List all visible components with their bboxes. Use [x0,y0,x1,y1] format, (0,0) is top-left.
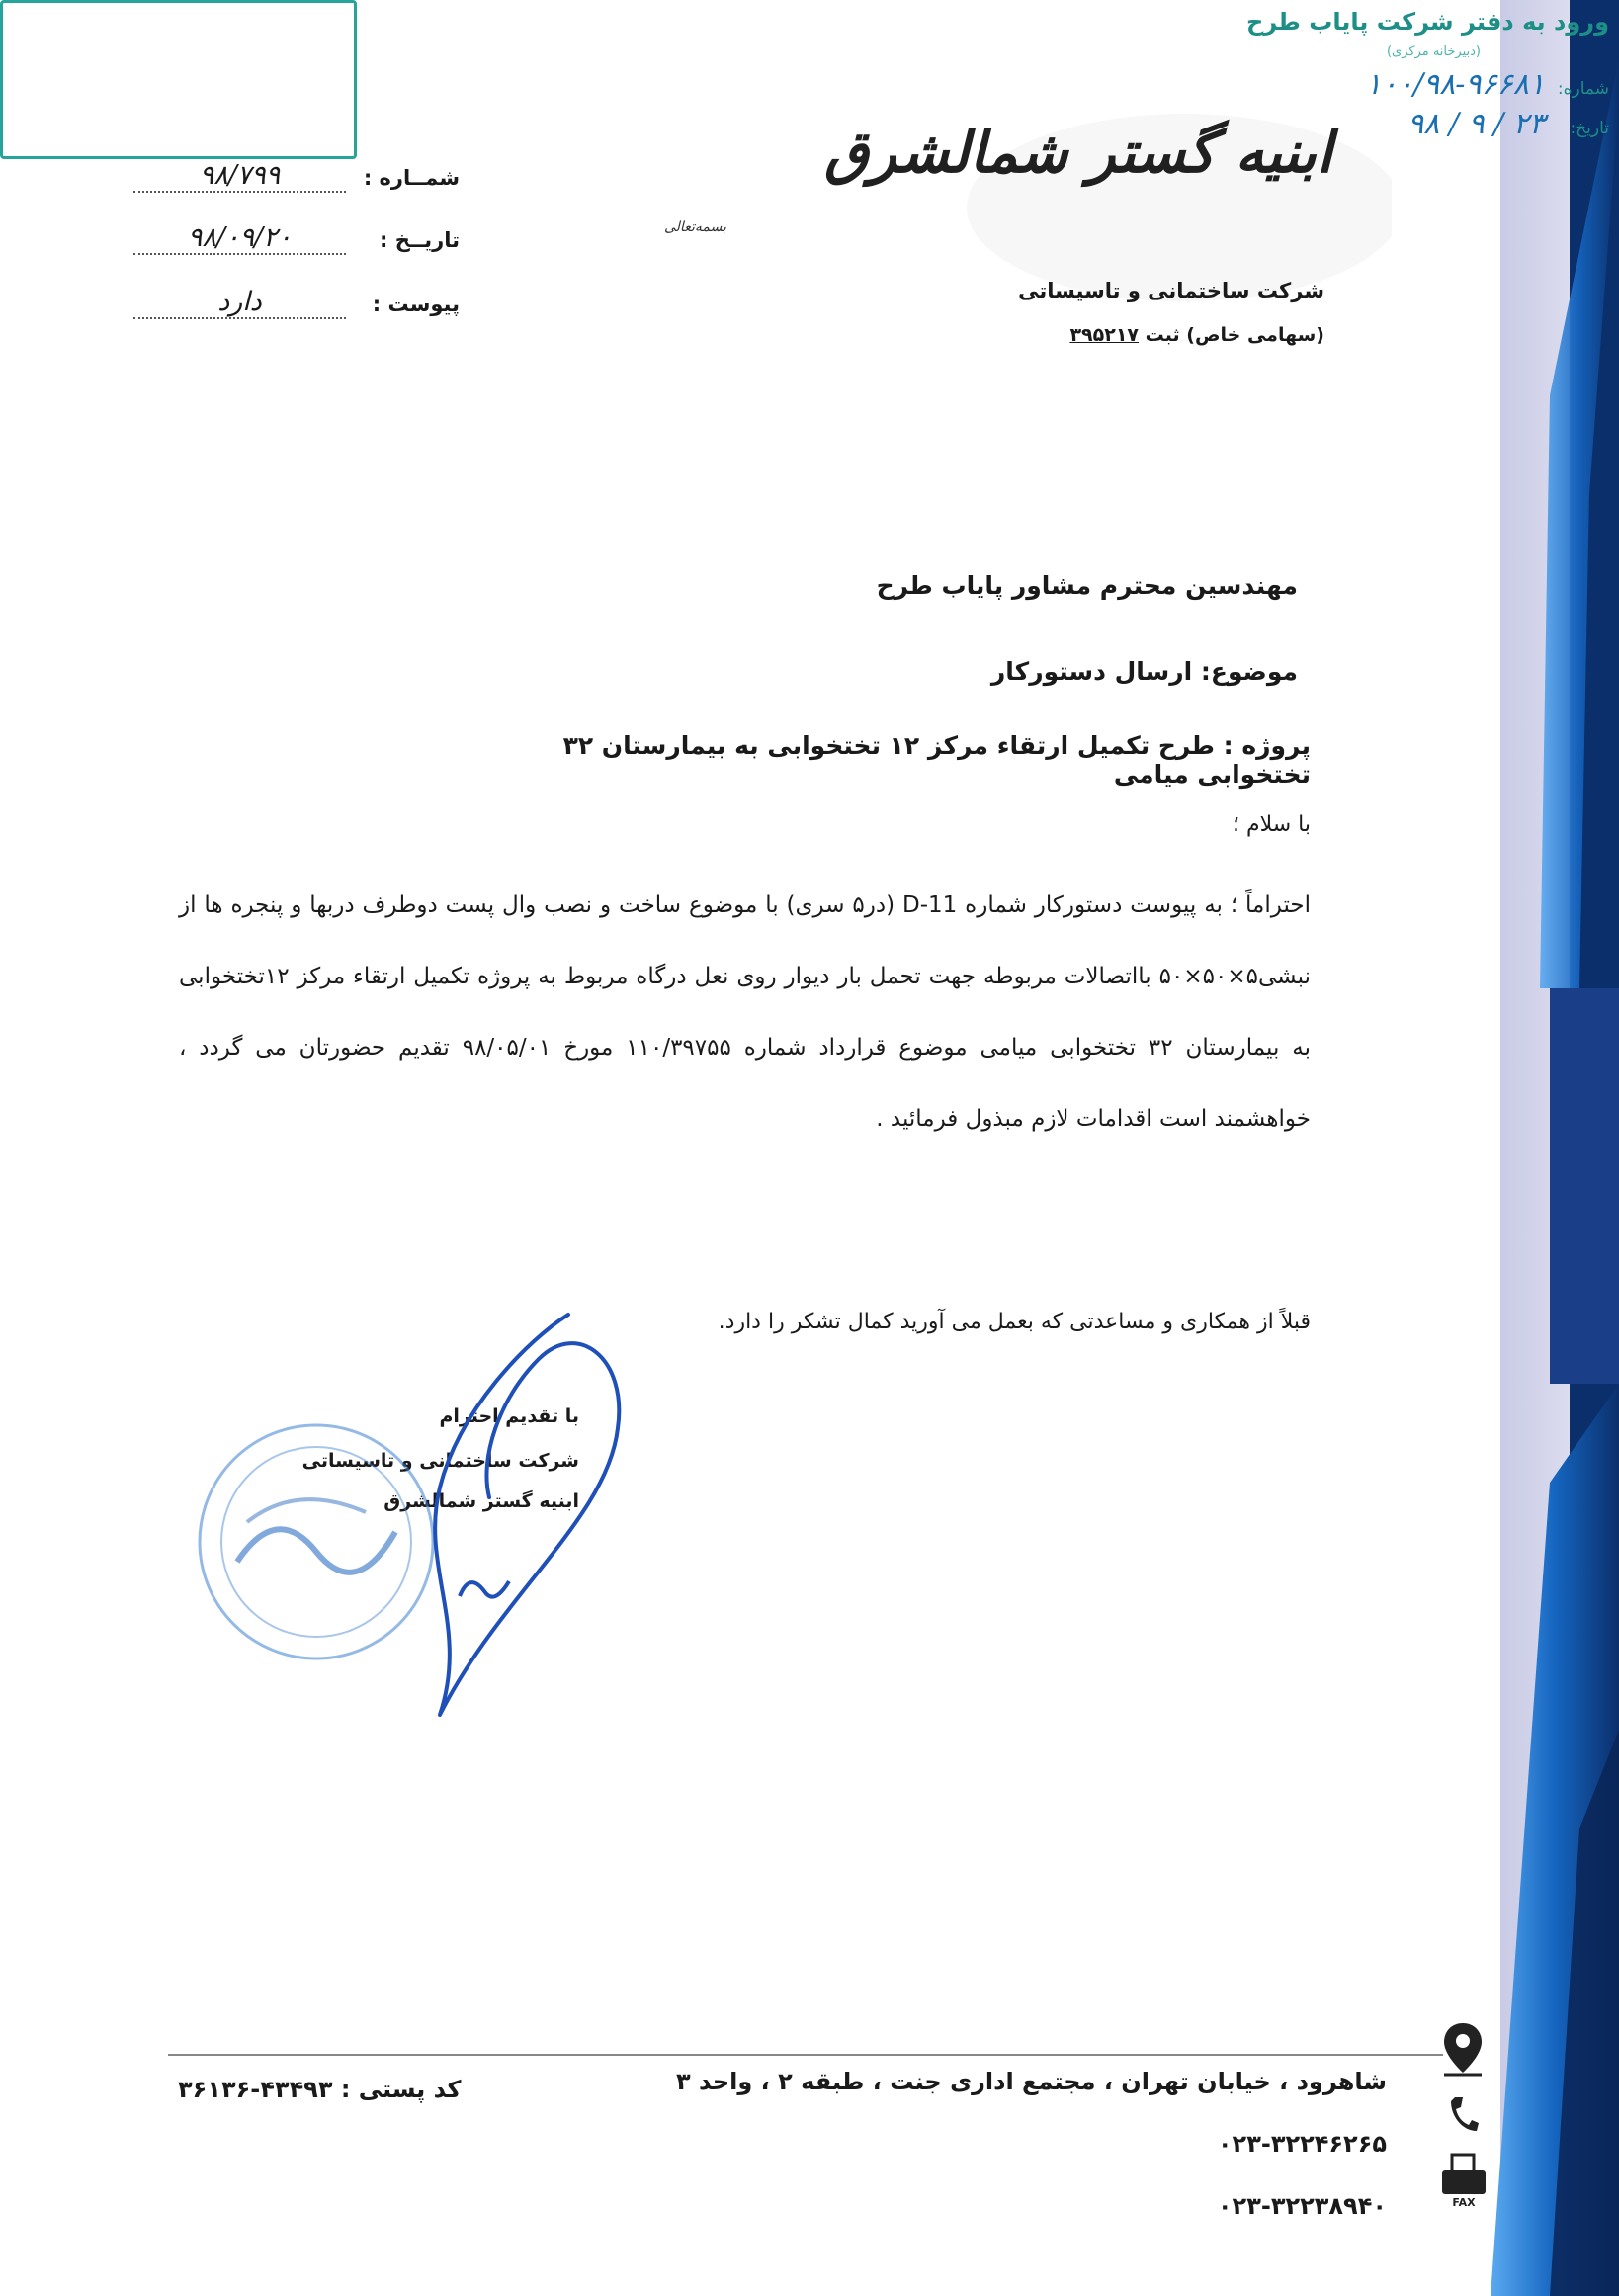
company-brand: ابنیه گستر شمالشرق [824,119,1332,186]
stamp-subtitle: (دبیرخانه مرکزی) [1386,44,1481,59]
fax-icon-label: FAX [1452,2196,1476,2209]
letter-number-row [133,160,460,200]
stamp-number-label: شماره: [1557,79,1609,99]
registration-prefix: (سهامی خاص) ثبت [1145,324,1324,346]
registration-number: ۳۹۵۲۱۷ [1069,324,1140,346]
company-name: شرکت ساختمانی و تاسیساتی [1018,279,1324,302]
decorative-side-band [1431,0,1619,2296]
location-pin-icon [1438,2019,1488,2079]
signature-line-3: ابنیه گستر شمالشرق [383,1490,579,1512]
signature-line-1: با تقدیم احترام [439,1405,579,1427]
closing-line: قبلاً از همکاری و مساعدتی که بعمل می آورید کمال تشکر را دارد. [718,1310,1311,1334]
letter-number-label: شمــاره : [363,166,460,190]
phone-icon [1445,2093,1481,2135]
footer-postal-code: کد پستی : ۴۳۴۹۳-۳۶۱۳۶ [178,2076,462,2103]
fax-icon [1438,2153,1490,2210]
footer-address: شاهرود ، خیابان تهران ، مجتمع اداری جنت ، طبقه ۲ ، واحد ۳ [676,2068,1387,2095]
attachment-label: پیوست : [372,293,460,316]
footer-phone: ۰۲۳-۳۲۲۴۶۲۶۵ [1217,2130,1387,2158]
company-registration [1069,324,1324,346]
subject-line: موضوع: ارسال دستورکار [990,657,1298,686]
handwritten-signature [381,1300,677,1735]
letter-date-row [133,222,460,262]
attachment-value: دارد [133,287,346,319]
bismillah-heading: بسمه‌تعالی [664,219,726,235]
body-paragraph: احتراماً ؛ به پیوست دستورکار شماره D-11 (در۵ سری) با موضوع ساخت و نصب وال پست دوطرف دربها و پنجره ها از نبشی۵×۵۰×۵۰ بااتصالات مربوطه جهت تحمل بار دیوار روی نعل درگاه مربوط به پروژه تکمیل ارتقاء مرکز ۱۲تختخوابی به بیمارستان ۳۲ تختخوابی میامی موضوع قرارداد شماره ۱۱۰/۳۹۷۵۵ مورخ ۹۸/۰۵/۰۱ تقدیم حضورتان می گردد ، خواهشمند است اقدامات لازم مبذول فرمائید . [179,893,1312,1132]
recipient-line: مهندسین محترم مشاور پایاب طرح [876,571,1298,600]
letter-number-value: ۹۸/۷۹۹ [133,160,346,193]
signature-line-2: شرکت ساختمانی و تاسیساتی [301,1450,579,1472]
attachment-row [133,287,460,326]
stamp-date-value: ۹۸ / ۹ / ۲۳ [1407,107,1545,141]
footer-divider [168,2054,1443,2056]
stamp-date-label: تاریخ: [1570,119,1609,138]
letter-date-value: ۹۸/۰۹/۲۰ [133,222,346,255]
greeting-line: با سلام ؛ [1233,812,1311,837]
project-line: پروژه : طرح تکمیل ارتقاء مرکز ۱۲ تختخوابی به بیمارستان ۳۲ تختخوابی میامی [562,731,1311,789]
stamp-title: ورود به دفتر شرکت پایاب طرح [1246,8,1609,36]
footer-fax: ۰۲۳-۳۲۲۳۸۹۴۰ [1217,2192,1387,2220]
stamp-number-value: ۱۰۰/۹۸-۹۶۶۸۱ [1365,67,1545,102]
letter-date-label: تاریــخ : [380,228,460,252]
